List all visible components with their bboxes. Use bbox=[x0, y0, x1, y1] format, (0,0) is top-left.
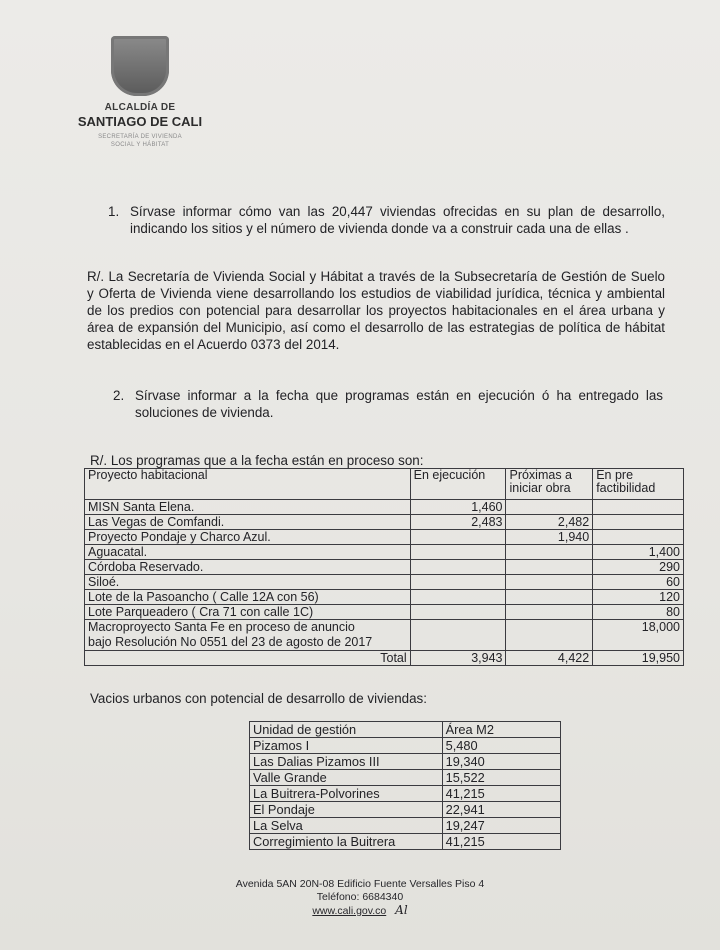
unit-area: 5,480 bbox=[442, 738, 560, 754]
unit-area: 19,247 bbox=[442, 818, 560, 834]
answer-2-intro: R/. Los programas que a la fecha están en proceso son: bbox=[90, 453, 424, 468]
project-name-macroproyecto bbox=[85, 620, 411, 651]
upcoming-value: 2,482 bbox=[506, 515, 593, 530]
header-line-secretaria bbox=[70, 133, 210, 149]
total-execution: 3,943 bbox=[410, 651, 506, 666]
project-name: Aguacatal. bbox=[85, 545, 411, 560]
table-row bbox=[250, 738, 561, 754]
unit-name: Las Dalias Pizamos III bbox=[250, 754, 443, 770]
upcoming-value bbox=[506, 590, 593, 605]
table-row bbox=[85, 530, 684, 545]
unit-area: 41,215 bbox=[442, 786, 560, 802]
prefeasibility-value: 18,000 bbox=[593, 620, 684, 651]
header-logo bbox=[70, 36, 210, 149]
upcoming-value: 1,940 bbox=[506, 530, 593, 545]
prefeasibility-value: 1,400 bbox=[593, 545, 684, 560]
coat-of-arms-icon bbox=[111, 36, 169, 96]
unit-area: 19,340 bbox=[442, 754, 560, 770]
project-name: Lote de la Pasoancho ( Calle 12A con 56) bbox=[85, 590, 411, 605]
prefeasibility-value bbox=[593, 500, 684, 515]
footer bbox=[0, 878, 720, 918]
project-name: Lote Parqueadero ( Cra 71 con calle 1C) bbox=[85, 605, 411, 620]
table-row bbox=[250, 754, 561, 770]
project-name: MISN Santa Elena. bbox=[85, 500, 411, 515]
table-row bbox=[85, 545, 684, 560]
header-unidad-gestion: Unidad de gestión bbox=[250, 722, 443, 738]
execution-value bbox=[410, 575, 506, 590]
execution-value bbox=[410, 560, 506, 575]
footer-url-link[interactable]: www.cali.gov.co bbox=[312, 905, 387, 917]
total-upcoming: 4,422 bbox=[506, 651, 593, 666]
programs-table bbox=[84, 468, 684, 666]
footer-address: Avenida 5AN 20N-08 Edificio Fuente Versalles Piso 4 bbox=[235, 878, 485, 890]
unit-name: La Buitrera-Polvorines bbox=[250, 786, 443, 802]
total-prefeasibility: 19,950 bbox=[593, 651, 684, 666]
vacios-table bbox=[249, 721, 561, 850]
prefeasibility-value: 120 bbox=[593, 590, 684, 605]
execution-value bbox=[410, 605, 506, 620]
project-name: Siloé. bbox=[85, 575, 411, 590]
empty-cell bbox=[410, 620, 506, 651]
programs-header-row bbox=[85, 469, 684, 500]
table-row bbox=[250, 786, 561, 802]
header-proyecto: Proyecto habitacional bbox=[85, 469, 411, 500]
table-row bbox=[85, 500, 684, 515]
unit-area: 41,215 bbox=[442, 834, 560, 850]
unit-name: Corregimiento la Buitrera bbox=[250, 834, 443, 850]
execution-value bbox=[410, 530, 506, 545]
answer-1-text: R/. La Secretaría de Vivienda Social y Hábitat a través de la Subsecretaría de Gestión de Suelo y Oferta de Vivienda viene desarrollando los estudios de viabilidad jurídica, técnica y ambiental de los predios con potencial para desarrollar los proyectos habitacionales en el área urbana y área de expansión del Municipio, así como el desarrollo de las estrategias de política de hábitat establecidas en el Acuerdo 0373 del 2014. bbox=[87, 269, 665, 352]
table-row bbox=[85, 590, 684, 605]
unit-area: 15,522 bbox=[442, 770, 560, 786]
execution-value: 2,483 bbox=[410, 515, 506, 530]
macro-line-2: bajo Resolución No 0551 del 23 de agosto de 2017 bbox=[88, 635, 373, 649]
unit-name: Pizamos I bbox=[250, 738, 443, 754]
question-1-number: 1. bbox=[108, 204, 120, 219]
upcoming-value bbox=[506, 560, 593, 575]
project-name: Proyecto Pondaje y Charco Azul. bbox=[85, 530, 411, 545]
header-secretaria-2: SOCIAL Y HÁBITAT bbox=[110, 142, 170, 148]
upcoming-value bbox=[506, 500, 593, 515]
unit-name: El Pondaje bbox=[250, 802, 443, 818]
table-row-macroproyecto bbox=[85, 620, 684, 651]
project-name: Córdoba Reservado. bbox=[85, 560, 411, 575]
table-row bbox=[85, 605, 684, 620]
header-line-santiago: SANTIAGO DE CALI bbox=[77, 114, 203, 129]
header-en-ejecucion: En ejecución bbox=[410, 469, 506, 500]
execution-value: 1,460 bbox=[410, 500, 506, 515]
total-row bbox=[85, 651, 684, 666]
table-row bbox=[85, 575, 684, 590]
upcoming-value bbox=[506, 605, 593, 620]
vacios-header-row bbox=[250, 722, 561, 738]
vacios-title: Vacios urbanos con potencial de desarrollo de viviendas: bbox=[90, 691, 427, 706]
prefeasibility-value: 60 bbox=[593, 575, 684, 590]
question-2-text: Sírvase informar a la fecha que programas están en ejecución ó ha entregado las soluciones de vivienda. bbox=[135, 388, 663, 420]
table-row bbox=[250, 834, 561, 850]
execution-value bbox=[410, 545, 506, 560]
empty-cell bbox=[506, 620, 593, 651]
footer-url-line bbox=[0, 904, 720, 918]
project-name: Las Vegas de Comfandi. bbox=[85, 515, 411, 530]
table-row bbox=[250, 818, 561, 834]
upcoming-value bbox=[506, 575, 593, 590]
table-row bbox=[85, 560, 684, 575]
header-line-alcaldia: ALCALDÍA DE bbox=[104, 102, 176, 113]
question-1-text: Sírvase informar cómo van las 20,447 viviendas ofrecidas en su plan de desarrollo, indicando los sitios y el número de vivienda donde va a construir cada una de ellas . bbox=[130, 204, 665, 236]
header-area: Área M2 bbox=[442, 722, 560, 738]
prefeasibility-value: 290 bbox=[593, 560, 684, 575]
question-2-number: 2. bbox=[113, 388, 125, 403]
prefeasibility-value bbox=[593, 530, 684, 545]
header-proximas: Próximas a iniciar obra bbox=[506, 469, 593, 500]
macro-line-1: Macroproyecto Santa Fe en proceso de anuncio bbox=[88, 620, 355, 634]
total-label: Total bbox=[85, 651, 411, 666]
table-row bbox=[250, 802, 561, 818]
handwritten-initials: Al bbox=[395, 903, 408, 917]
footer-phone: Teléfono: 6684340 bbox=[316, 891, 404, 903]
table-row bbox=[250, 770, 561, 786]
prefeasibility-value bbox=[593, 515, 684, 530]
header-pre-factibilidad: En pre factibilidad bbox=[593, 469, 684, 500]
header-secretaria-1: SECRETARÍA DE VIVIENDA bbox=[98, 134, 182, 140]
unit-name: La Selva bbox=[250, 818, 443, 834]
prefeasibility-value: 80 bbox=[593, 605, 684, 620]
unit-area: 22,941 bbox=[442, 802, 560, 818]
execution-value bbox=[410, 590, 506, 605]
table-row bbox=[85, 515, 684, 530]
upcoming-value bbox=[506, 545, 593, 560]
unit-name: Valle Grande bbox=[250, 770, 443, 786]
